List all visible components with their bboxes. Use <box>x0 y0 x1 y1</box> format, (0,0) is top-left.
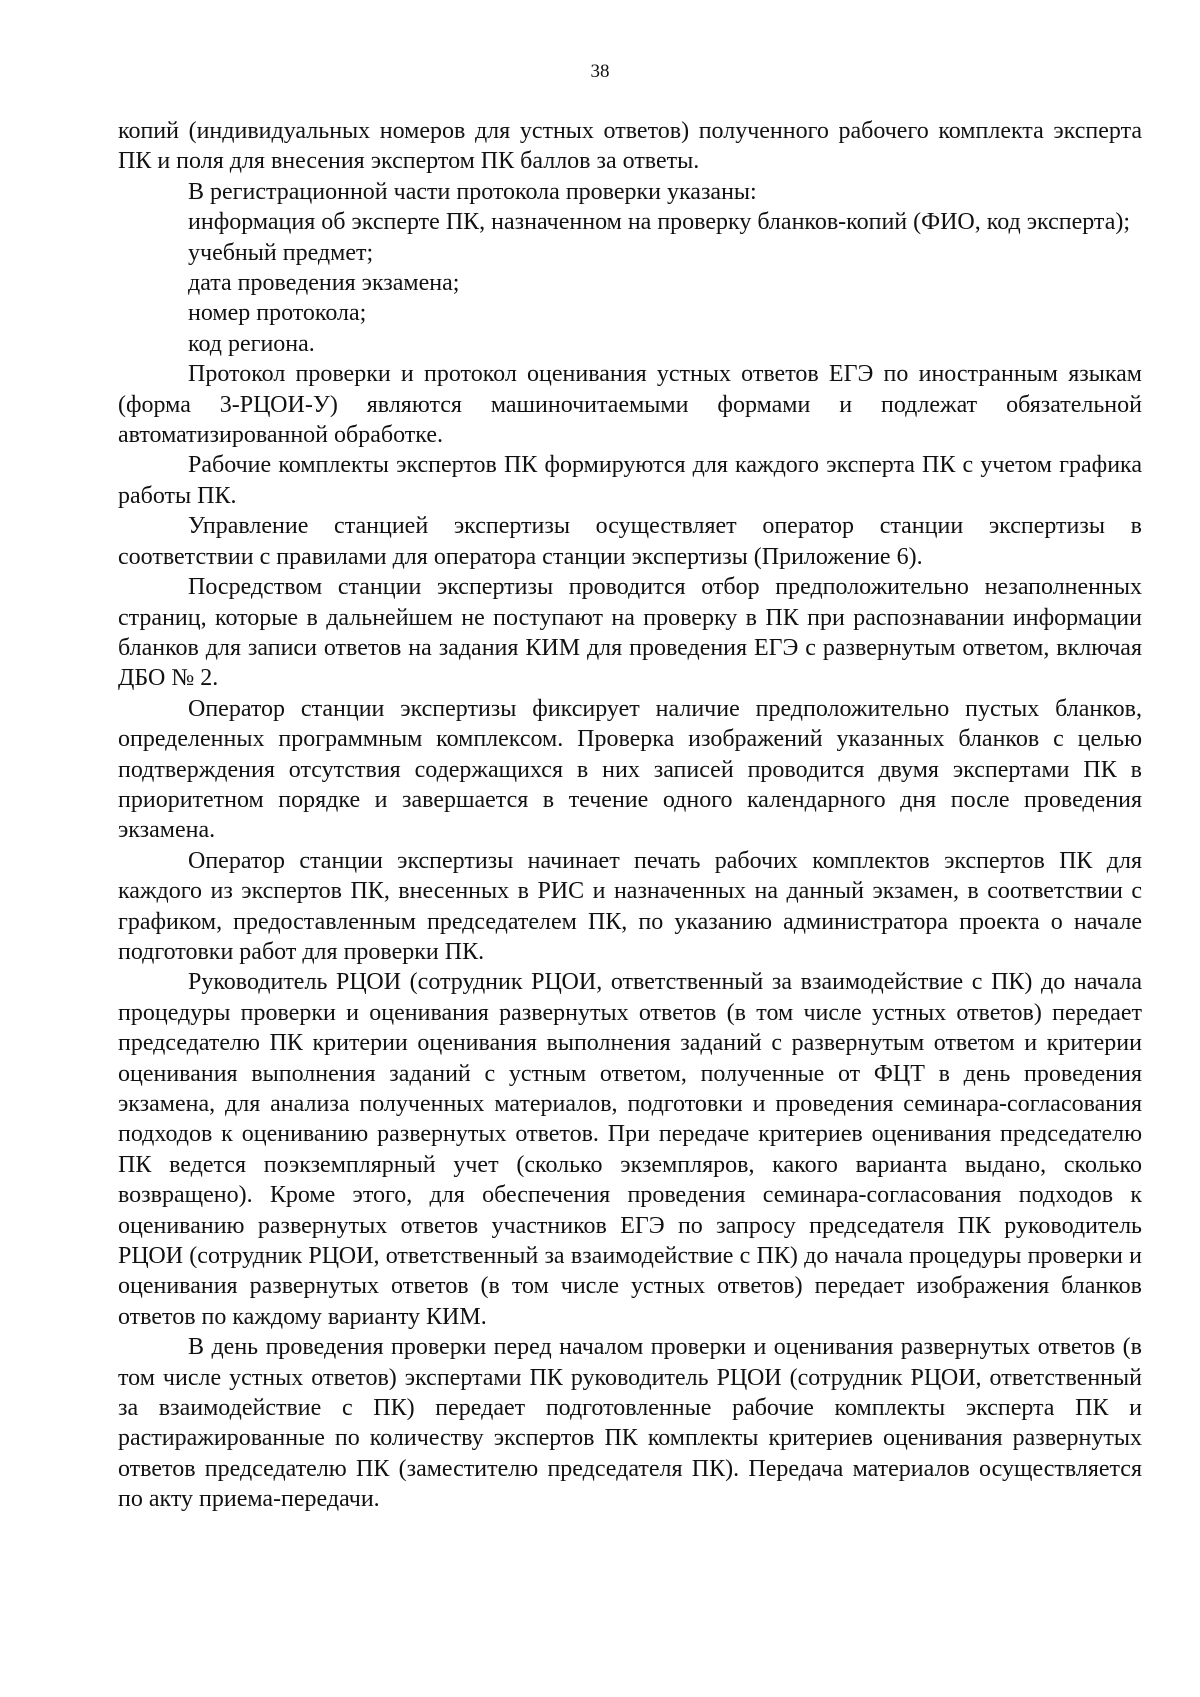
paragraph: Оператор станции экспертизы начинает печать рабочих комплектов экспертов ПК для каждого из экспертов ПК, внесенных в РИС и назначенных на данный экзамен, в соответствии с графиком, предоставленным председателем ПК, по указанию администратора проекта о начале подготовки работ для проверки ПК. <box>118 847 1142 965</box>
list-item: учебный предмет; <box>188 239 374 266</box>
paragraph: Посредством станции экспертизы проводится отбор предположительно незаполненных страниц, которые в дальнейшем не поступают на проверку в ПК при распознавании информации бланков для записи ответов на задания КИМ для проведения ЕГЭ с развернутым ответом, включая ДБО № 2. <box>118 574 1142 692</box>
paragraph: информация об эксперте ПК, назначенном на проверку бланков-копий (ФИО, код эксперта); <box>188 209 1131 236</box>
paragraph: Рабочие комплекты экспертов ПК формируются для каждого эксперта ПК с учетом графика работы ПК. <box>118 452 1142 509</box>
paragraph: Управление станцией экспертизы осуществляет оператор станции экспертизы в соответствии с правилами для оператора станции экспертизы (Приложение 6). <box>118 513 1142 570</box>
body-text <box>118 116 1142 1515</box>
paragraph: В регистрационной части протокола проверки указаны: <box>188 178 757 205</box>
paragraph: Оператор станции экспертизы фиксирует наличие предположительно пустых бланков, определенных программным комплексом. Проверка изображений указанных бланков с целью подтверждения отсутствия содержащихся в них записей проводится двумя экспертами ПК в приоритетном порядке и завершается в течение одного календарного дня после проведения экзамена. <box>118 695 1142 844</box>
list-item: код региона. <box>188 330 315 357</box>
paragraph: Руководитель РЦОИ (сотрудник РЦОИ, ответственный за взаимодействие с ПК) до начала процедуры проверки и оценивания развернутых ответов (в том числе устных ответов) передает председателю ПК критерии оценивания выполнения заданий с развернутым ответом и критерии оценивания выполнения заданий с устным ответом, полученные от ФЦТ в день проведения экзамена, для анализа полученных материалов, подготовки и проведения семинара-согласования подходов к оцениванию развернутых ответов. При передаче критериев оценивания председателю ПК ведется поэкземплярный учет (сколько экземпляров, какого варианта выдано, сколько возвращено). Кроме этого, для обеспечения проведения семинара-согласования подходов к оцениванию развернутых ответов участников ЕГЭ по запросу председателя ПК руководитель РЦОИ (сотрудник РЦОИ, ответственный за взаимодействие с ПК) до начала процедуры проверки и оценивания развернутых ответов (в том числе устных ответов) передает изображения бланков ответов по каждому варианту КИМ. <box>118 969 1142 1330</box>
list-item: номер протокола; <box>188 300 367 327</box>
paragraph: копий (индивидуальных номеров для устных ответов) полученного рабочего комплекта эксперта ПК и поля для внесения экспертом ПК баллов за ответы. <box>118 118 1142 175</box>
page-number: 38 <box>590 61 610 82</box>
paragraph: В день проведения проверки перед началом проверки и оценивания развернутых ответов (в том числе устных ответов) экспертами ПК руководитель РЦОИ (сотрудник РЦОИ, ответственный за взаимодействие с ПК) передает подготовленные рабочие комплекты эксперта ПК и растиражированные по количеству экспертов ПК комплекты критериев оценивания развернутых ответов председателю ПК (заместителю председателя ПК). Передача материалов осуществляется по акту приема-передачи. <box>118 1334 1142 1513</box>
list-item: дата проведения экзамена; <box>188 270 460 297</box>
paragraph: Протокол проверки и протокол оценивания устных ответов ЕГЭ по иностранным языкам (форма 3-РЦОИ-У) являются машиночитаемыми формами и подлежат обязательной автоматизированной обработке. <box>118 361 1142 449</box>
